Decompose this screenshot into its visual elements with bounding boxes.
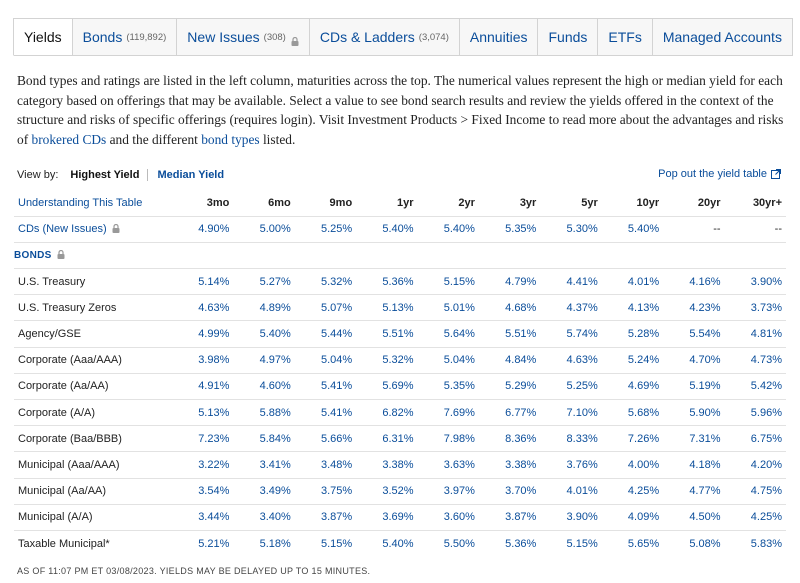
product-tabs [14, 18, 793, 56]
yield-value-link[interactable]: 3.60% [418, 504, 479, 530]
yield-value-link[interactable]: 5.36% [356, 269, 417, 295]
yield-value-link[interactable]: 4.01% [540, 478, 601, 504]
yield-value-link[interactable]: 5.00% [233, 216, 294, 242]
table-row [14, 478, 786, 504]
yield-value-link[interactable]: 3.98% [172, 347, 233, 373]
yield-value-link[interactable]: 3.49% [233, 478, 294, 504]
view-by-toggle [17, 169, 224, 181]
table-row [14, 400, 786, 426]
yield-value-link[interactable]: 5.40% [233, 321, 294, 347]
yield-value-link[interactable]: 4.37% [540, 295, 601, 321]
yield-value-link[interactable]: 5.40% [418, 216, 479, 242]
yield-value-link[interactable]: 5.14% [172, 269, 233, 295]
lock-icon [291, 33, 299, 42]
yield-value-link[interactable]: 7.31% [663, 426, 724, 452]
yield-value-link[interactable]: 3.54% [172, 478, 233, 504]
yield-value-link[interactable]: 5.32% [356, 347, 417, 373]
yield-value-link[interactable]: 6.75% [725, 426, 786, 452]
external-window-icon [771, 169, 781, 179]
yield-value-link[interactable]: 4.73% [725, 347, 786, 373]
yield-value-link[interactable]: 5.64% [418, 321, 479, 347]
yield-value-link[interactable]: 5.25% [540, 373, 601, 399]
yield-value-link[interactable]: 3.22% [172, 452, 233, 478]
yield-value-link[interactable]: 4.50% [663, 504, 724, 530]
row-label: Municipal (Aa/AA) [14, 478, 172, 504]
intro-text-1: Bond types and ratings are listed in the left column, maturities across the top. The numerical values represent the high or median yield for each category based on offerings that may be available. Select a value to see bond search results and review the yields offered in the context of the structure and risks of specific offerings (requires login). Visit Investment Products > Fixed Income to read more about the advantages and risks of [17, 73, 784, 147]
row-label: Municipal (Aaa/AAA) [14, 452, 172, 478]
yield-value-link[interactable]: 5.40% [602, 216, 663, 242]
yield-value-link[interactable]: 5.15% [295, 530, 356, 556]
bonds-section-row [14, 242, 786, 268]
column-header-5yr: 5yr [581, 196, 598, 209]
table-header-row [14, 190, 786, 216]
yield-value-link[interactable]: 5.29% [479, 373, 540, 399]
yield-value-link[interactable]: 4.63% [540, 347, 601, 373]
yield-value-link[interactable]: 3.38% [356, 452, 417, 478]
yield-value-link[interactable]: 5.40% [356, 216, 417, 242]
yield-value-link[interactable]: 7.23% [172, 426, 233, 452]
yield-value-link[interactable]: 4.89% [233, 295, 294, 321]
row-label: Corporate (A/A) [14, 400, 172, 426]
intro-text-3: listed. [259, 131, 296, 147]
table-row [14, 530, 786, 556]
yield-value-link[interactable]: 5.01% [418, 295, 479, 321]
tab-managed-accounts[interactable] [652, 18, 793, 56]
yield-value-link[interactable]: 5.04% [418, 347, 479, 373]
yield-value-link[interactable]: 5.96% [725, 400, 786, 426]
yield-value-link[interactable]: 5.84% [233, 426, 294, 452]
table-row [14, 347, 786, 373]
table-row [14, 426, 786, 452]
view-by-label: View by: [17, 169, 59, 181]
yield-value-link[interactable]: 7.10% [540, 400, 601, 426]
yield-value-link[interactable]: 5.15% [418, 269, 479, 295]
yield-value-link[interactable]: 5.08% [663, 530, 724, 556]
yield-value-link[interactable]: 3.40% [233, 504, 294, 530]
intro-paragraph [17, 71, 787, 149]
yield-value-link[interactable]: 5.41% [295, 373, 356, 399]
table-row [14, 373, 786, 399]
yield-value-link[interactable]: 5.21% [172, 530, 233, 556]
yield-value-link[interactable]: 4.09% [602, 504, 663, 530]
tab-bonds[interactable] [72, 18, 178, 56]
yield-value-link[interactable]: 5.54% [663, 321, 724, 347]
yield-value-link[interactable]: 8.36% [479, 426, 540, 452]
yield-value-link[interactable]: 7.69% [418, 400, 479, 426]
yield-value-link[interactable]: 5.13% [172, 400, 233, 426]
yield-value-link[interactable]: 5.69% [356, 373, 417, 399]
table-row [14, 452, 786, 478]
yield-value-link[interactable]: 5.35% [479, 216, 540, 242]
yield-value-link[interactable]: 5.44% [295, 321, 356, 347]
highest-yield-option[interactable]: Highest Yield [70, 169, 148, 181]
lock-icon [57, 250, 65, 259]
yield-value-link[interactable]: 4.84% [479, 347, 540, 373]
yield-value-link[interactable]: 5.40% [356, 530, 417, 556]
column-header-20yr: 20yr [697, 196, 721, 209]
tab-cds-ladders[interactable] [309, 18, 460, 56]
yield-value-link[interactable]: 4.20% [725, 452, 786, 478]
table-row [14, 269, 786, 295]
yield-value-link[interactable]: 5.90% [663, 400, 724, 426]
yield-value-link[interactable]: 3.52% [356, 478, 417, 504]
tab-new-issues[interactable] [176, 18, 310, 56]
yield-value-link[interactable]: 4.00% [602, 452, 663, 478]
yield-value-link[interactable]: 3.76% [540, 452, 601, 478]
tab-label: CDs & Ladders [319, 29, 415, 45]
yield-value-link[interactable]: 5.88% [233, 400, 294, 426]
yield-value-link[interactable]: 4.69% [602, 373, 663, 399]
yield-value-link[interactable]: 5.04% [295, 347, 356, 373]
yield-value-link[interactable]: 3.97% [418, 478, 479, 504]
yield-value-link[interactable]: 5.36% [479, 530, 540, 556]
yield-value-link[interactable]: 4.60% [233, 373, 294, 399]
yield-value-link[interactable]: 4.41% [540, 269, 601, 295]
tab-funds[interactable] [537, 18, 598, 56]
yield-value-link[interactable]: 3.90% [725, 269, 786, 295]
timestamp-footer: AS OF 11:07 PM ET 03/08/2023. YIELDS MAY BE DELAYED UP TO 15 MINUTES. [17, 566, 371, 576]
tab-etfs[interactable] [597, 18, 652, 56]
column-header-2yr: 2yr [458, 196, 475, 209]
row-label: Taxable Municipal* [14, 530, 172, 556]
yield-value-link[interactable]: 4.79% [479, 269, 540, 295]
yield-value-link[interactable]: 3.48% [295, 452, 356, 478]
yield-value-link[interactable]: 5.25% [295, 216, 356, 242]
yield-value-link[interactable]: 4.75% [725, 478, 786, 504]
yield-value-link[interactable]: 8.33% [540, 426, 601, 452]
row-label: Corporate (Aa/AA) [14, 373, 172, 399]
yield-value-link[interactable]: 5.07% [295, 295, 356, 321]
yield-value-link[interactable]: 5.68% [602, 400, 663, 426]
tab-label: Funds [548, 29, 588, 45]
column-header-6mo: 6mo [268, 196, 291, 209]
tab-annuities[interactable] [459, 18, 539, 56]
yield-value-link[interactable]: 4.81% [725, 321, 786, 347]
yield-value-link[interactable]: 6.77% [479, 400, 540, 426]
yield-value-link[interactable]: 3.73% [725, 295, 786, 321]
yield-value-link[interactable]: 5.51% [356, 321, 417, 347]
yield-value-link[interactable]: 5.51% [479, 321, 540, 347]
yield-value-link[interactable]: 3.90% [540, 504, 601, 530]
column-header-9mo: 9mo [329, 196, 353, 209]
yield-value-link[interactable]: 3.87% [295, 504, 356, 530]
yield-value-link[interactable]: 3.44% [172, 504, 233, 530]
yield-value-link[interactable]: 5.30% [540, 216, 601, 242]
intro-text-2: and the different [106, 131, 202, 147]
row-label: U.S. Treasury Zeros [14, 295, 172, 321]
pop-out-link[interactable] [658, 168, 781, 180]
cds-label: CDs (New Issues) [18, 223, 107, 236]
column-header-3yr: 3yr [519, 196, 537, 209]
yield-value-link[interactable]: 4.97% [233, 347, 294, 373]
yield-value-link[interactable]: 5.24% [602, 347, 663, 373]
yield-value-link[interactable]: 7.26% [602, 426, 663, 452]
yield-value-link[interactable]: 3.38% [479, 452, 540, 478]
yield-value-link[interactable]: 4.16% [663, 269, 724, 295]
yield-value-link[interactable]: 5.65% [602, 530, 663, 556]
yield-value-link[interactable]: 4.25% [602, 478, 663, 504]
pop-out-label: Pop out the yield table [658, 168, 767, 180]
tab-label: Yields [24, 29, 62, 45]
brokered-cds-link[interactable]: brokered CDs [31, 131, 107, 147]
yield-value-link[interactable]: 4.18% [663, 452, 724, 478]
empty-yield-cell: -- [725, 216, 786, 242]
row-label: Corporate (Aaa/AAA) [14, 347, 172, 373]
yield-value-link[interactable]: 5.27% [233, 269, 294, 295]
yield-value-link[interactable]: 5.74% [540, 321, 601, 347]
yield-value-link[interactable]: 6.31% [356, 426, 417, 452]
yield-value-link[interactable]: 5.19% [663, 373, 724, 399]
yield-value-link[interactable]: 5.32% [295, 269, 356, 295]
yield-value-link[interactable]: 4.25% [725, 504, 786, 530]
yield-value-link[interactable]: 5.28% [602, 321, 663, 347]
tab-label: Bonds [82, 29, 123, 45]
yield-value-link[interactable]: 5.41% [295, 400, 356, 426]
yield-value-link[interactable]: 4.99% [172, 321, 233, 347]
yield-value-link[interactable]: 4.91% [172, 373, 233, 399]
yield-value-link[interactable]: 3.41% [233, 452, 294, 478]
row-label: Corporate (Baa/BBB) [14, 426, 172, 452]
yield-value-link[interactable]: 4.77% [663, 478, 724, 504]
tab-yields[interactable] [13, 18, 73, 56]
cds-row [14, 216, 786, 242]
table-row [14, 321, 786, 347]
bond-types-link[interactable]: bond types [201, 131, 260, 147]
yield-value-link[interactable]: 3.87% [479, 504, 540, 530]
tab-count: (3,074) [418, 31, 449, 43]
tab-label: Managed Accounts [662, 29, 782, 45]
yield-value-link[interactable]: 4.23% [663, 295, 724, 321]
column-header-10yr: 10yr [636, 196, 660, 209]
row-label: Agency/GSE [14, 321, 172, 347]
yield-value-link[interactable]: 4.68% [479, 295, 540, 321]
yield-value-link[interactable]: 5.13% [356, 295, 417, 321]
column-header-3mo: 3mo [206, 196, 230, 209]
yield-value-link[interactable]: 5.35% [418, 373, 479, 399]
understanding-table-link[interactable]: Understanding This Table [18, 196, 143, 209]
yield-value-link[interactable]: 3.69% [356, 504, 417, 530]
tab-count: (308) [263, 31, 286, 43]
column-header-1yr: 1yr [397, 196, 414, 209]
median-yield-option[interactable]: Median Yield [157, 169, 225, 181]
tab-count: (119,892) [126, 31, 167, 43]
yield-value-link[interactable]: 7.98% [418, 426, 479, 452]
column-header-30yr: 30yr+ [752, 196, 782, 209]
tab-label: ETFs [608, 29, 642, 45]
yield-value-link[interactable]: 5.18% [233, 530, 294, 556]
yield-value-link[interactable]: 3.70% [479, 478, 540, 504]
yield-value-link[interactable]: 6.82% [356, 400, 417, 426]
tabs-divider [14, 55, 786, 56]
yield-value-link[interactable]: 4.13% [602, 295, 663, 321]
bonds-section-label: BONDS [14, 242, 786, 268]
yield-value-link[interactable]: 5.15% [540, 530, 601, 556]
empty-yield-cell: -- [663, 216, 724, 242]
yield-value-link[interactable]: 3.63% [418, 452, 479, 478]
tab-label: New Issues [187, 29, 260, 45]
table-row [14, 504, 786, 530]
yield-value-link[interactable]: 4.70% [663, 347, 724, 373]
yield-value-link[interactable]: 4.90% [172, 216, 233, 242]
table-row [14, 295, 786, 321]
yield-value-link[interactable]: 4.63% [172, 295, 233, 321]
cds-label-cell[interactable] [14, 216, 172, 242]
yield-value-link[interactable]: 5.66% [295, 426, 356, 452]
yield-value-link[interactable]: 4.01% [602, 269, 663, 295]
yield-table [14, 190, 786, 557]
lock-icon [112, 224, 120, 233]
yield-value-link[interactable]: 5.83% [725, 530, 786, 556]
tab-label: Annuities [469, 29, 528, 45]
row-label: U.S. Treasury [14, 269, 172, 295]
yield-value-link[interactable]: 3.75% [295, 478, 356, 504]
yield-value-link[interactable]: 5.42% [725, 373, 786, 399]
yield-value-link[interactable]: 5.50% [418, 530, 479, 556]
row-label: Municipal (A/A) [14, 504, 172, 530]
